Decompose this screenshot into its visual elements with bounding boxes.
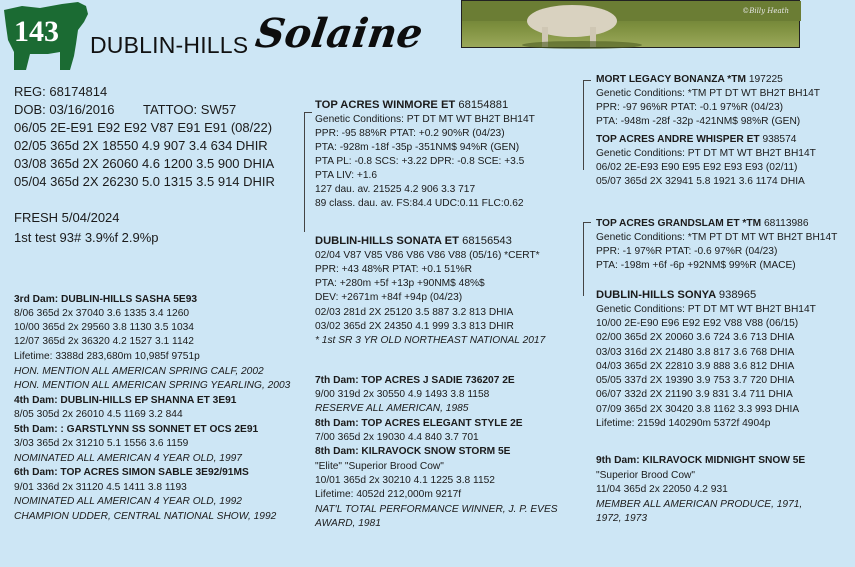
sire-name: TOP ACRES WINMORE ET 68154881 (315, 99, 509, 111)
dam8b-title: 8th Dam: KILRAVOCK SNOW STORM 5E (315, 446, 511, 457)
sd-line: 05/07 365d 2X 32941 5.8 1921 3.6 1174 DHIA (596, 176, 805, 187)
pedigree-line (583, 222, 584, 296)
dd-name: DUBLIN-HILLS SONYA 938965 (596, 289, 757, 301)
ss-name: MORT LEGACY BONANZA *TM 197225 (596, 74, 783, 85)
sd-line: 06/02 2E-E93 E90 E95 E92 E93 E93 (02/11) (596, 162, 798, 173)
dam7-title: 7th Dam: TOP ACRES J SADIE 736207 2E (315, 375, 515, 386)
sire-line: PTA LIV: +1.6 (315, 170, 378, 181)
dam7-line: 9/00 319d 2x 30550 4.9 1493 3.8 1158 (315, 389, 490, 400)
pedigree-line (304, 112, 305, 232)
sire-line: Genetic Conditions: PT DT MT WT BH2T BH14T (315, 114, 535, 125)
dam5-note: NOMINATED ALL AMERICAN 4 YEAR OLD, 1997 (14, 453, 242, 464)
sire-line: 127 dau. av. 21525 4.2 906 3.3 717 (315, 184, 476, 195)
pedigree-line (583, 80, 591, 81)
dam9-note: MEMBER ALL AMERICAN PRODUCE, 1971, (596, 499, 803, 510)
dam-line: DEV: +2671m +84f +94p (04/23) (315, 292, 463, 303)
dam6-line: 9/01 336d 2x 31120 4.5 1411 3.8 1193 (14, 482, 187, 493)
dd-line: 03/03 316d 2X 21480 3.8 817 3.6 768 DHIA (596, 347, 795, 358)
dam3-note: HON. MENTION ALL AMERICAN SPRING YEARLING, 2003 (14, 380, 291, 391)
dam3-line: Lifetime: 3388d 283,680m 10,985f 9751p (14, 351, 200, 362)
dd-line: 05/05 337d 2X 19390 3.9 753 3.7 720 DHIA (596, 375, 795, 386)
farm-prefix: DUBLIN-HILLS (90, 32, 249, 58)
ds-reg: 68113986 (763, 218, 809, 229)
dob: DOB: 03/16/2016 (14, 102, 115, 117)
sd-name: TOP ACRES ANDRE WHISPER ET 938574 (596, 134, 797, 145)
dam-note: * 1st SR 3 YR OLD NORTHEAST NATIONAL 2017 (315, 335, 546, 346)
dam6-note: NOMINATED ALL AMERICAN 4 YEAR OLD, 1992 (14, 496, 242, 507)
lot-number: 143 (14, 15, 59, 48)
dam9-line: "Superior Brood Cow" (596, 470, 695, 481)
dam-name: DUBLIN-HILLS SONATA ET 68156543 (315, 235, 512, 247)
dd-line: Genetic Conditions: PT DT MT WT BH2T BH14T (596, 304, 816, 315)
dam3-line: 10/00 365d 2x 29560 3.8 1130 3.5 1034 (14, 322, 194, 333)
ss-reg: 197225 (748, 74, 783, 85)
dam3-title: 3rd Dam: DUBLIN-HILLS SASHA 5E93 (14, 294, 198, 305)
ds-line: PPR: -1 97%R PTAT: -0.6 97%R (04/23) (596, 246, 778, 257)
ss-line: Genetic Conditions: *TM PT DT WT BH2T BH14T (596, 88, 821, 99)
dam8b-note: AWARD, 1981 (315, 518, 381, 529)
pedigree-line (583, 222, 591, 223)
ds-name: TOP ACRES GRANDSLAM ET *TM 68113986 (596, 218, 809, 229)
dam-reg: 68156543 (462, 235, 512, 247)
pedigree-line (304, 112, 312, 113)
dam8b-line: 10/01 365d 2x 30210 4.1 1225 3.8 1152 (315, 475, 495, 486)
dam7-note: RESERVE ALL AMERICAN, 1985 (315, 403, 469, 414)
sire-line: PPR: -95 88%R PTAT: +0.2 90%R (04/23) (315, 128, 505, 139)
dam6-title: 6th Dam: TOP ACRES SIMON SABLE 3E92/91MS (14, 467, 249, 478)
dam9-line: 11/04 365d 2x 22050 4.2 931 (596, 484, 728, 495)
dam9-title: 9th Dam: KILRAVOCK MIDNIGHT SNOW 5E (596, 455, 806, 466)
dam4-line: 8/05 305d 2x 26010 4.5 1169 3.2 844 (14, 409, 183, 420)
record-line: 05/04 365d 2X 26230 5.0 1315 3.5 914 DHIR (14, 174, 275, 189)
dam6-note: CHAMPION UDDER, CENTRAL NATIONAL SHOW, 1992 (14, 511, 277, 522)
dam5-title: 5th Dam: : GARSTLYNN SS SONNET ET OCS 2E91 (14, 424, 259, 435)
ds-line: PTA: -198m +6f -6p +92NM$ 99%R (MACE) (596, 260, 796, 271)
cow-photo (461, 0, 800, 48)
dam5-line: 3/03 365d 2x 31210 5.1 1556 3.6 1159 (14, 438, 189, 449)
dam8b-note: NAT'L TOTAL PERFORMANCE WINNER, J. P. EVES (315, 504, 558, 515)
dd-line: 04/03 365d 2X 22810 3.9 888 3.6 812 DHIA (596, 361, 795, 372)
sd-reg: 938574 (762, 134, 797, 145)
sire-line: PTA: -928m -18f -35p -351NM$ 94%R (GEN) (315, 142, 520, 153)
tattoo: TATTOO: SW57 (143, 102, 237, 117)
fresh-date: FRESH 5/04/2024 (14, 210, 120, 225)
pedigree-line (583, 80, 584, 170)
photo-credit: ©Billy Heath (742, 7, 789, 15)
dam8b-line: Lifetime: 4052d 212,000m 9217f (315, 489, 462, 500)
ss-line: PPR: -97 96%R PTAT: -0.1 97%R (04/23) (596, 102, 784, 113)
dd-line: 02/00 365d 2X 20060 3.6 724 3.6 713 DHIA (596, 332, 795, 343)
record-line: 06/05 2E-E91 E92 E92 V87 E91 E91 (08/22) (14, 120, 273, 135)
record-line: 03/08 365d 2X 26060 4.6 1200 3.5 900 DHIA (14, 156, 275, 171)
sire-reg: 68154881 (458, 99, 509, 111)
dam-line: PPR: +43 48%R PTAT: +0.1 51%R (315, 264, 473, 275)
sire-line: PTA PL: -0.8 SCS: +3.22 DPR: -0.8 SCE: +3.5 (315, 156, 525, 167)
animal-name: Solaine (252, 10, 426, 57)
dam8b-line: "Elite" "Superior Brood Cow" (315, 461, 444, 472)
reg-number: REG: 68174814 (14, 84, 108, 99)
dd-line: 06/07 332d 2X 21190 3.9 831 3.4 711 DHIA (596, 389, 793, 400)
dam-line: 03/02 365d 2X 24350 4.1 999 3.3 813 DHIR (315, 321, 514, 332)
dd-reg: 938965 (718, 289, 757, 301)
dam4-title: 4th Dam: DUBLIN-HILLS EP SHANNA ET 3E91 (14, 395, 237, 406)
sire-line: 89 class. dau. av. FS:84.4 UDC:0.11 FLC:0.62 (315, 198, 524, 209)
dd-line: 07/09 365d 2X 30420 3.8 1162 3.3 993 DHIA (596, 404, 800, 415)
dam8-title: 8th Dam: TOP ACRES ELEGANT STYLE 2E (315, 418, 523, 429)
dam3-line: 12/07 365d 2x 36320 4.2 1527 3.1 1142 (14, 336, 194, 347)
record-line: 02/05 365d 2X 18550 4.9 907 3.4 634 DHIR (14, 138, 268, 153)
dd-line: 10/00 2E-E90 E96 E92 E92 V88 V88 (06/15) (596, 318, 799, 329)
ss-line: PTA: -948m -28f -32p -421NM$ 98%R (GEN) (596, 116, 801, 127)
dam8-line: 7/00 365d 2x 19030 4.4 840 3.7 701 (315, 432, 479, 443)
dam9-note: 1972, 1973 (596, 513, 647, 524)
dam3-line: 8/06 365d 2x 37040 3.6 1335 3.4 1260 (14, 308, 190, 319)
dam-line: PTA: +280m +5f +13p +90NM$ 48%$ (315, 278, 485, 289)
dam-line: 02/03 281d 2X 25120 3.5 887 3.2 813 DHIA (315, 307, 514, 318)
dam3-note: HON. MENTION ALL AMERICAN SPRING CALF, 2002 (14, 366, 264, 377)
dam-line: 02/04 V87 V85 V86 V86 V86 V88 (05/16) *CERT* (315, 250, 540, 261)
first-test: 1st test 93# 3.9%f 2.9%p (14, 230, 159, 245)
sd-line: Genetic Conditions: PT DT MT WT BH2T BH14T (596, 148, 816, 159)
dd-line: Lifetime: 2159d 140290m 5372f 4904p (596, 418, 771, 429)
ds-line: Genetic Conditions: *TM PT DT MT WT BH2T BH14T (596, 232, 838, 243)
